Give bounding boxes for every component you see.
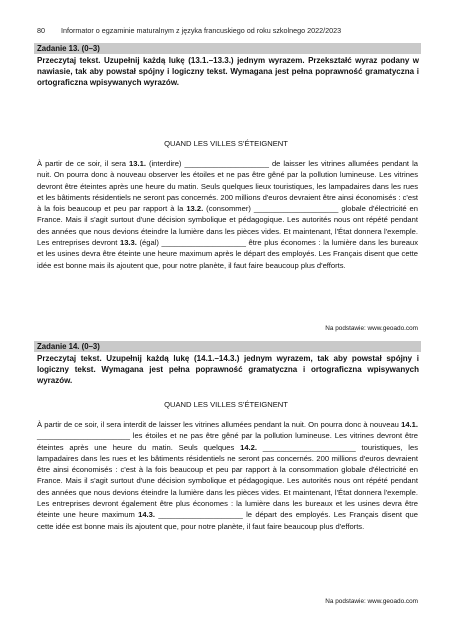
task-13-text-part: À partir de ce soir, il sera: [37, 159, 130, 168]
page-number: 80: [37, 26, 45, 35]
gap-13-3-number: 13.3.: [119, 238, 137, 248]
header-title: Informator o egzaminie maturalnym z języka francuskiego od roku szkolnego 2022/2023: [61, 26, 342, 35]
task-14-label: Zadanie 14. (0–3): [34, 341, 421, 352]
task-13-instruction: Przeczytaj tekst. Uzupełnij każdą lukę (13.1.–13.3.) jednym wyrazem. Przekształć wyraz podany w nawiasie, tak aby powstał spójny i logiczny tekst. Wymagana jest pełna poprawność gramatyczna i ortograficzna wpisywanych wyrazów.: [37, 56, 419, 87]
task-14-instruction: Przeczytaj tekst. Uzupełnij każdą lukę (14.1.–14.3.) jednym wyrazem, tak aby powstał spójny i logiczny tekst. Wymagana jest pełna poprawność gramatyczna i ortograficzna wpisywanych wyrazów.: [37, 354, 419, 385]
gap-13-2-number: 13.2.: [186, 204, 204, 214]
task-14-text-part: À partir de ce soir, il sera interdit de laisser les vitrines allumées pendant la nuit. On pourra donc à nouveau: [37, 420, 402, 429]
task-13-text-part: (interdire) ____________________ de laisser les vitrines allumées pendant la nuit. On pourra donc à nouveau observer les étoiles et ne pas être gêné par la pollution lumineuse. Les vitrines devront être éteintes après une heure du matin. Seuls quelques lieux touristiques, les lampadaires dans les rues et les bâtiments résidentiels ne seront pas concernés. 200 millions d'euros devraient être ainsi économisés : c'est à la fois beaucoup et peu par rapport à la: [37, 159, 418, 214]
task-14-text-part: ____________________ le départ des employés. Les Français disent que cette idée est bonne mais ils ajoutent que, pour notre planète, il faut faire beaucoup plus d'efforts.: [37, 510, 418, 531]
task-13-text-part: (consommer) ____________________ globale d'électricité en France. Mais il s'agit surtout d'une décision symbolique et pédagogique. Les autorités nous ont répété pendant des années que nous devions éteindre la lumière dans les pièces vides. Et maintenant, l'État donnera l'exemple. Les entreprises devront: [37, 204, 418, 248]
page-header: [37, 26, 422, 35]
gap-14-1-number: 14.1.: [401, 420, 418, 429]
task-14-source: Na podstawie: www.geoado.com: [325, 598, 418, 605]
task-14-text-title: QUAND LES VILLES S'ÉTEIGNENT: [164, 400, 288, 409]
task-13-source: Na podstawie: www.geoado.com: [325, 325, 418, 332]
task-14-text-part: ______________________ touristiques, les lampadaires dans les rues et les bâtiments résidentiels ne seront pas concernés. 200 millions d'euros devraient être ainsi économisés : c'est à la fois beaucoup et peu par rapport à la consommation globale d'électricité en France. Mais il s'agit surtout d'une décision symbolique et pédagogique. Les autorités nous ont répété pendant des années que nous devions éteindre la lumière dans les pièces vides. Et maintenant, l'État donnera l'exemple. Les entreprises devront également être plus économes : la lumière dans les bureaux et les usines devra être éteinte une heure maximum: [37, 442, 418, 520]
gap-13-1-number: 13.1.: [129, 159, 146, 168]
task-13-label: Zadanie 13. (0–3): [34, 43, 421, 54]
task-14-text: [37, 419, 418, 532]
task-13-text-part: (égal) ____________________ être plus économes : la lumière dans les bureaux et les usines devra être éteinte une heure maximum après le départ des employés. Les Français disent que cette idée est bonne mais ils ajoutent que, pour notre planète, il faut faire beaucoup plus d'efforts.: [37, 238, 418, 270]
task-13-text-title: QUAND LES VILLES S'ÉTEIGNENT: [164, 139, 288, 148]
gap-14-2-number: 14.2.: [240, 442, 257, 452]
gap-14-3-number: 14.3.: [138, 510, 155, 520]
task-13-text: [37, 158, 418, 271]
task-14-text-part: ______________________ les étoiles et ne pas être gêné par la pollution lumineuse. Les vitrines devront être éteintes après une heure du matin. Seuls quelques: [37, 431, 418, 452]
